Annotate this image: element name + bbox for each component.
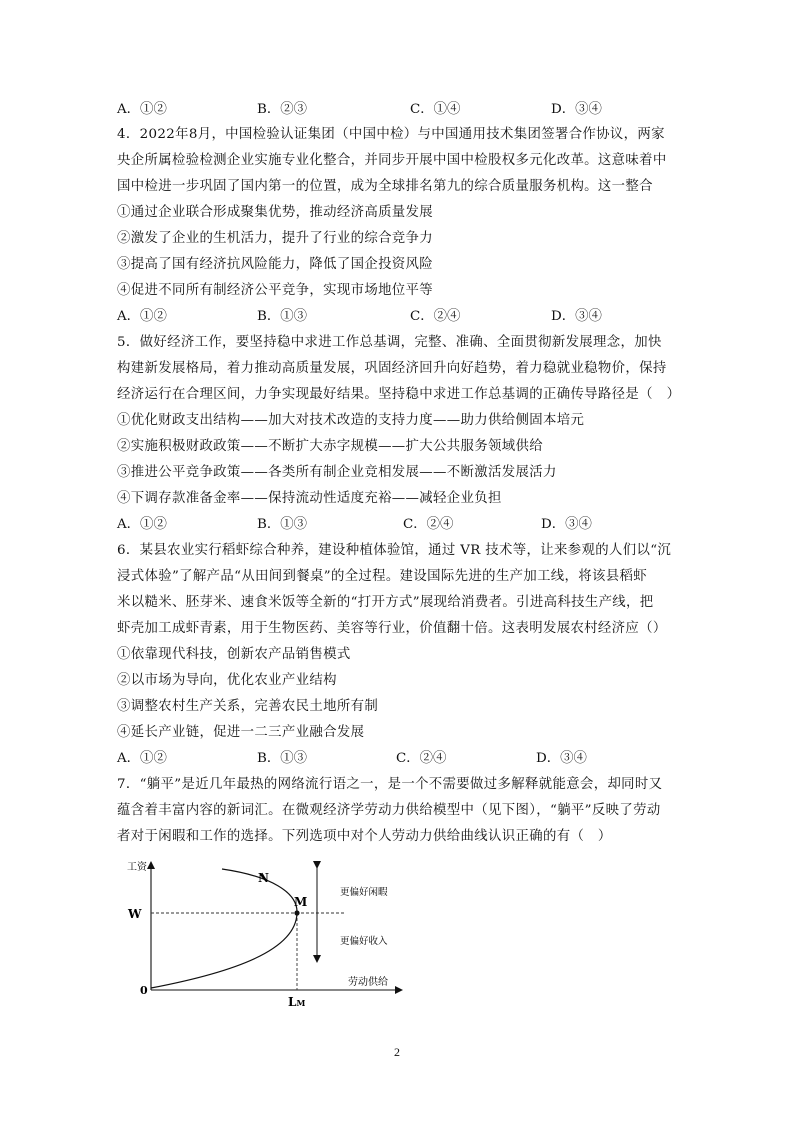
option-a: A．①②	[117, 517, 167, 532]
origin-label: 0	[140, 984, 148, 997]
page-number: 2	[394, 1045, 400, 1059]
option-a: A．①②	[117, 751, 167, 766]
q5-item-2: ②实施积极财政政策——不断扩大赤字规模——扩大公共服务领域供给	[117, 439, 543, 454]
q4-item-4: ④促进不同所有制经济公平竞争，实现市场地位平等	[117, 283, 434, 298]
q4-stem-line-3: 国中检进一步巩固了国内第一的位置，成为全球排名第九的综合质量服务机构。这一整合	[117, 179, 653, 194]
q5-item-3: ③推进公平竞争政策——各类所有制企业竞相发展——不断激活发展活力	[117, 465, 557, 480]
option-b: B．①③	[257, 309, 308, 324]
q4-stem-line-2: 央企所属检验检测企业实施专业化整合，并同步开展中国中检股权多元化改革。这意味着中	[117, 153, 667, 168]
q7-stem-line-1: 7．“躺平”是近几年最热的网络流行语之一，是一个不需要做过多解释就能意会，却同时又	[117, 777, 663, 792]
q7-stem-line-2: 蕴含着丰富内容的新词汇。在微观经济学劳动力供给模型中（见下图），“躺平”反映了劳动	[117, 803, 661, 818]
y-axis-label: 工资	[127, 862, 147, 873]
q6-item-2: ②以市场为导向，优化农业产业结构	[117, 673, 337, 688]
lm-label: LM	[288, 995, 306, 1009]
option-b: B．①③	[257, 517, 308, 532]
option-a: A．①②	[117, 309, 167, 324]
option-b: B．①③	[257, 751, 308, 766]
annotation-income: 更偏好收入	[340, 936, 388, 947]
q4-item-2: ②激发了企业的生机活力，提升了行业的综合竞争力	[117, 231, 434, 246]
option-c: C．①④	[410, 102, 461, 117]
point-n-label: N	[258, 871, 269, 885]
q4-item-3: ③提高了国有经济抗风险能力，降低了国企投资风险	[117, 257, 434, 272]
option-d: D．③④	[551, 309, 602, 324]
point-m-dot	[294, 910, 299, 915]
q6-stem-line-1: 6．某县农业实行稻虾综合种养，建设种植体验馆，通过 VR 技术等，让来参观的人们以“沉	[117, 543, 672, 558]
x-axis-label: 劳动供给	[348, 977, 388, 988]
option-d: D．③④	[536, 751, 587, 766]
q5-stem-line-3: 经济运行在合理区间，力争实现最好结果。坚持稳中求进工作总基调的正确传导路径是（ ）	[117, 387, 681, 402]
option-c: C．②④	[410, 309, 461, 324]
q4-item-1: ①通过企业联合形成聚集优势，推动经济高质量发展	[117, 205, 434, 220]
option-c: C．②④	[396, 751, 447, 766]
q6-item-4: ④延长产业链，促进一二三产业融合发展	[117, 725, 365, 740]
q5-stem-line-1: 5．做好经济工作，要坚持稳中求进工作总基调，完整、准确、全面贯彻新发展理念，加快	[117, 335, 662, 350]
annotation-leisure: 更偏好闲暇	[340, 887, 388, 898]
q4-stem-line-1: 4．2022年8月，中国检验认证集团（中国中检）与中国通用技术集团签署合作协议，两家	[117, 127, 665, 142]
q6-item-1: ①依靠现代科技，创新农产品销售模式	[117, 647, 351, 662]
option-a: A．①②	[117, 102, 167, 117]
q6-item-3: ③调整农村生产关系，完善农民土地所有制	[117, 699, 379, 714]
q6-stem-line-3: 米以糙米、胚芽米、速食米饭等全新的“打开方式”展现给消费者。引进高科技生产线，把	[117, 595, 654, 610]
point-m-label: M	[294, 895, 308, 909]
q6-stem-line-4: 虾壳加工成虾青素，用于生物医药、美容等行业，价值翻十倍。这表明发展农村经济应（）	[117, 621, 667, 636]
labor-supply-curve	[151, 869, 297, 988]
option-d: D．③④	[541, 517, 592, 532]
option-b: B．②③	[257, 102, 308, 117]
q5-item-1: ①优化财政支出结构——加大对技术改造的支持力度——助力供给侧固本培元	[117, 413, 585, 428]
q5-stem-line-2: 构建新发展格局，着力推动高质量发展，巩固经济回升向好趋势，着力稳就业稳物价，保持	[117, 361, 667, 376]
w-label: W	[128, 907, 142, 921]
q5-item-4: ④下调存款准备金率——保持流动性适度充裕——减轻企业负担	[117, 491, 502, 506]
option-c: C．②④	[403, 517, 454, 532]
q7-stem-line-3: 者对于闲暇和工作的选择。下列选项中对个人劳动力供给曲线认识正确的有（ ）	[117, 829, 612, 844]
q6-stem-line-2: 浸式体验”了解产品“从田间到餐桌”的全过程。建设国际先进的生产加工线，将该县稻虾	[117, 569, 647, 584]
option-d: D．③④	[551, 102, 602, 117]
